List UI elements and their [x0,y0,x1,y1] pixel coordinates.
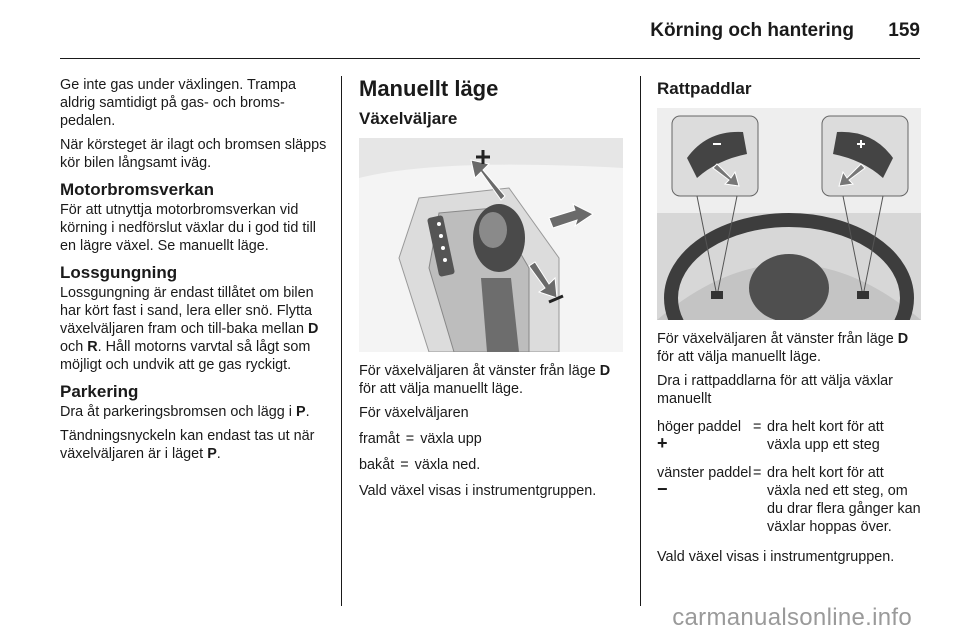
column-divider [341,76,342,606]
column-3 [657,76,921,572]
heading-parkering: Parkering [60,382,139,401]
heading-motorbromsverkan: Motorbromsverkan [60,180,214,199]
left-paddle-row: vänster paddel − = dra helt kort för att växla ned ett steg, om du drar flera gånger kan växlar hoppas över. [657,465,921,535]
backward-row: bakåt = växla ned. [359,457,481,473]
paragraph: Tändningsnyckeln kan endast tas ut när växelväljaren är i läget P. [60,428,315,462]
steering-paddles-illustration [657,108,921,320]
gear-selector-illustration [359,138,623,352]
page-number: 159 [888,20,920,41]
section-title: Manuellt läge [359,76,499,101]
paragraph: Lossgungning är endast tillåtet om bilen har kört fast i sand, lera eller snö. Flytta växelväljaren fram och till-baka mellan D och R. Håll motorns varvtal så lågt som möjligt och undvik att ge gas ryckigt. [60,285,319,373]
subsection-title: Växelväljare [359,109,458,128]
chapter-title: Körning och hantering [650,20,854,41]
column-2 [359,76,623,506]
paragraph: Dra åt parkeringsbromsen och lägg i P. [60,404,310,420]
heading-lossgungning: Lossgungning [60,263,178,282]
watermark: carmanualsonline.info [672,604,912,631]
paragraph: För att utnyttja motorbromsverkan vid körning i nedförslut växlar du i god tid till en lägre växel. Se manuellt läge. [60,202,316,254]
paragraph: För växelväljaren åt vänster från läge D för att välja manuellt läge. [657,331,909,365]
header-rule [60,58,920,59]
paragraph: Ge inte gas under växlingen. Trampa aldrig samtidigt på gas- och broms-pedalen. [60,77,296,129]
forward-row: framåt = växla upp [359,431,482,447]
paragraph: Vald växel visas i instrumentgruppen. [359,483,597,499]
paragraph: Vald växel visas i instrumentgruppen. [657,549,895,565]
page-header [40,14,920,48]
paragraph: För växelväljaren åt vänster från läge D för att välja manuellt läge. [359,363,611,397]
column-1 [60,76,328,469]
column-divider [640,76,641,606]
minus-icon: − [657,479,668,499]
section-title: Rattpaddlar [657,79,752,98]
paragraph: När körsteget är ilagt och bromsen släpps kör bilen långsamt iväg. [60,137,327,171]
plus-icon: + [657,433,668,453]
right-paddle-row: höger paddel + = dra helt kort för att växla upp ett steg [657,419,884,453]
paragraph: Dra i rattpaddlarna för att välja växlar manuellt [657,373,893,407]
paragraph: För växelväljaren [359,405,469,421]
